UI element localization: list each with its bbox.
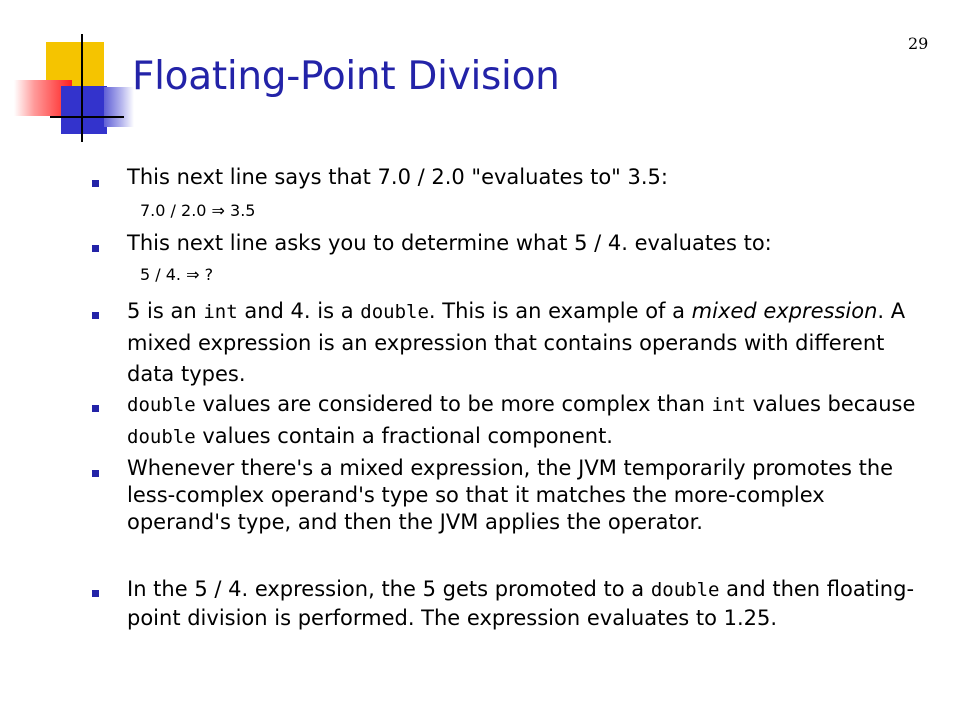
bullet-marker-icon <box>92 245 99 252</box>
code-double: double <box>127 426 196 448</box>
page-number: 29 <box>908 34 929 53</box>
decor-lightblue-gradient-bar <box>104 87 134 127</box>
bullet-text <box>127 296 927 390</box>
code-int: int <box>711 394 746 416</box>
bullet-text: This next line says that 7.0 / 2.0 "evaluates to" 3.5: <box>127 165 668 189</box>
code-double: double <box>360 301 429 323</box>
text-run: values are considered to be more complex than <box>195 392 712 416</box>
bullet-marker-icon <box>92 180 99 187</box>
bullet-text: This next line asks you to determine what 5 / 4. evaluates to: <box>127 231 772 255</box>
text-run: . A mixed expression is an expression that contains operands with different data types. <box>127 299 906 386</box>
italic-term: mixed expression <box>691 299 878 323</box>
code-double: double <box>127 394 196 416</box>
decor-vertical-line <box>81 34 83 142</box>
bullet-marker-icon <box>92 312 99 319</box>
example-line: 7.0 / 2.0 ⇒ 3.5 <box>140 201 256 220</box>
bullet-marker-icon <box>92 590 99 597</box>
slide-title: Floating-Point Division <box>132 54 560 99</box>
text-run: and 4. is a <box>237 299 361 323</box>
text-run: values because <box>745 392 916 416</box>
bullet-marker-icon <box>92 405 99 412</box>
code-double: double <box>650 579 720 601</box>
bullet-text: Whenever there's a mixed expression, the JVM temporarily promotes the less-complex operand's type so that it matches the more-complex operand's type, and then the JVM applies the operator. <box>127 456 894 534</box>
bullet-text <box>127 575 927 632</box>
code-int: int <box>203 301 238 323</box>
text-run: . This is an example of a <box>428 299 692 323</box>
bullet-marker-icon <box>92 470 99 477</box>
example-line: 5 / 4. ⇒ ? <box>140 265 214 284</box>
text-run: In the 5 / 4. expression, the 5 gets promoted to a <box>127 577 651 601</box>
text-run: values contain a fractional component. <box>195 424 613 448</box>
decor-blue-square <box>61 86 107 134</box>
decor-horizontal-line <box>50 116 124 118</box>
text-run: 5 is an <box>127 299 204 323</box>
text-run: and then floating-point division is performed. The expression evaluates to 1.25. <box>127 577 915 630</box>
bullet-text <box>127 389 927 453</box>
